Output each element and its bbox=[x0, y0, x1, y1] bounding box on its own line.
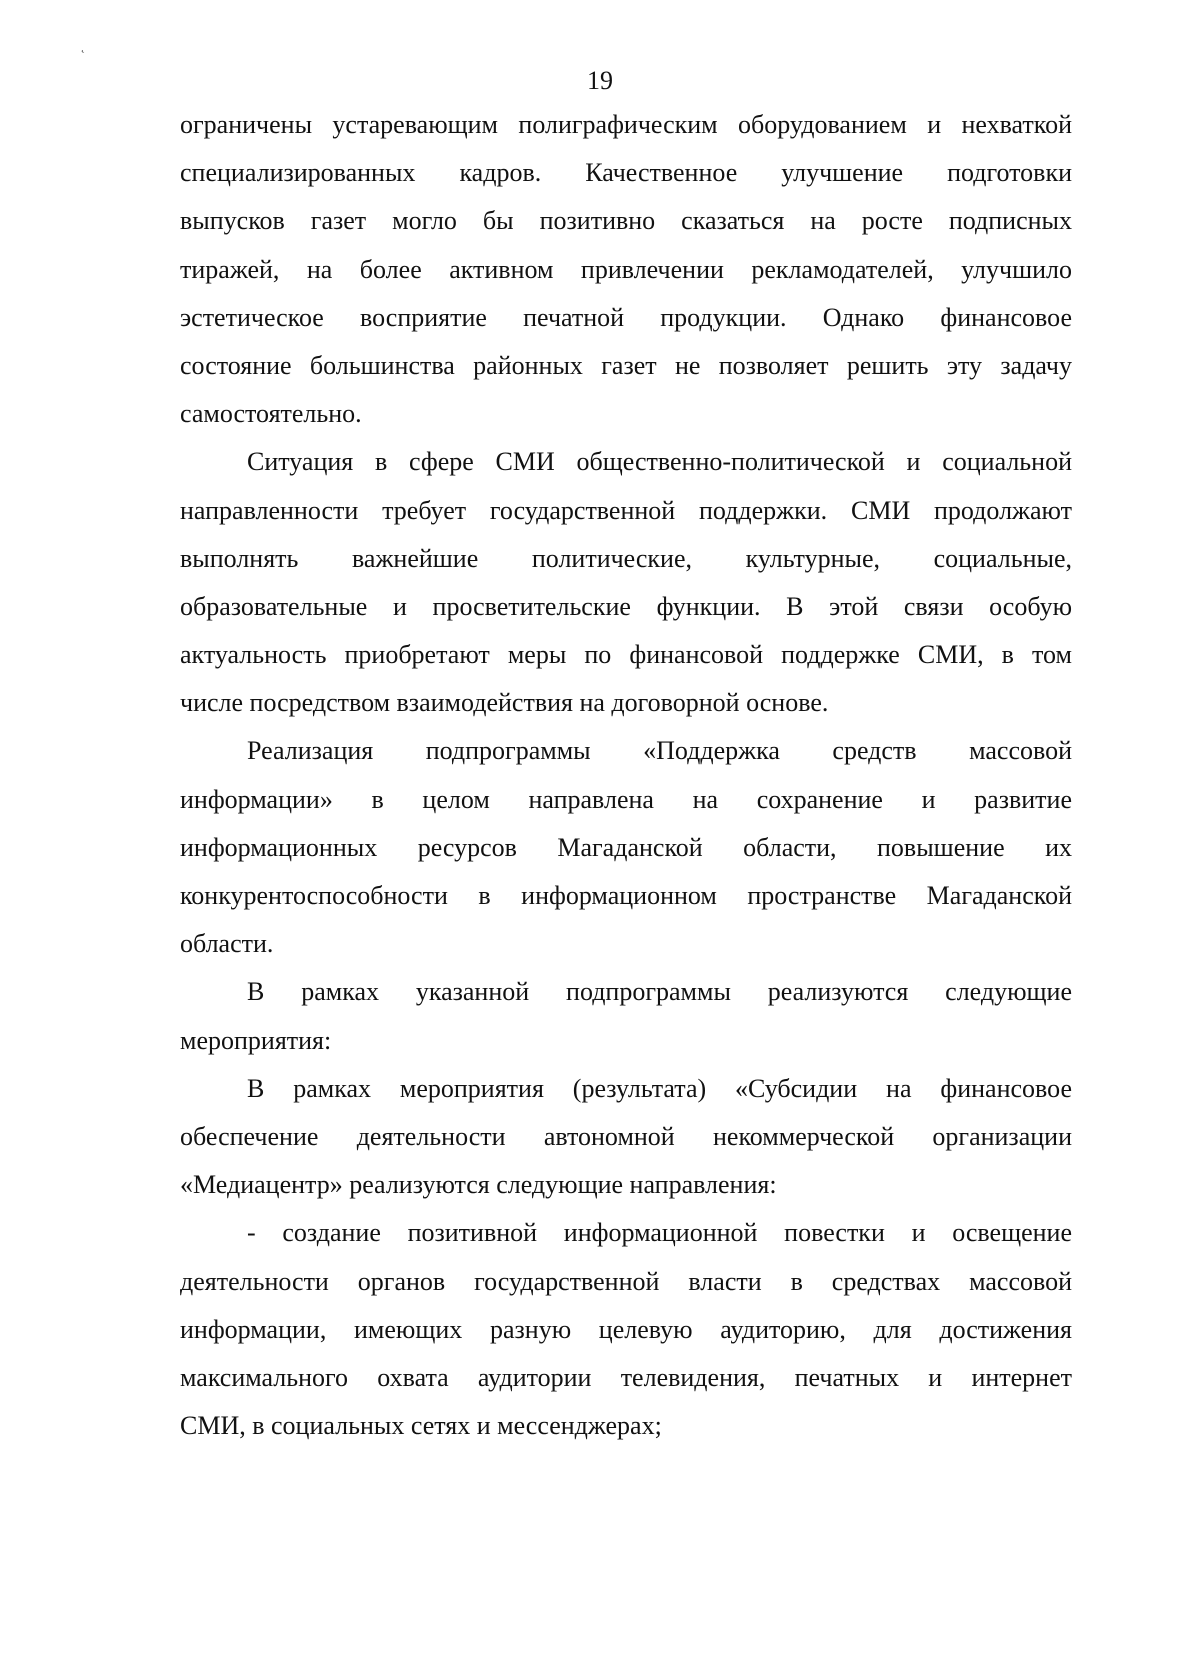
text-line: самостоятельно. bbox=[180, 399, 362, 429]
text-line: специализированных кадров. Качественное улучшение подготовки bbox=[180, 158, 1072, 188]
text-line: В рамках мероприятия (результата) «Субсидии на финансовое bbox=[247, 1073, 1072, 1103]
text-line: информационных ресурсов Магаданской области, повышение их bbox=[180, 832, 1072, 862]
text-line: - создание позитивной информационной повестки и освещение bbox=[247, 1218, 1072, 1248]
text-line: мероприятия: bbox=[180, 1025, 332, 1055]
text-line: конкурентоспособности в информационном пространстве Магаданской bbox=[180, 881, 1072, 910]
text-line: выполнять важнейшие политические, культурные, социальные, bbox=[180, 543, 1072, 573]
text-line: «Медиацентр» реализуются следующие направления: bbox=[180, 1170, 777, 1200]
text-line: обеспечение деятельности автономной некоммерческой организации bbox=[180, 1121, 1072, 1151]
text-line: области. bbox=[180, 929, 274, 959]
text-line: деятельности органов государственной власти в средствах массовой bbox=[180, 1266, 1072, 1296]
document-body bbox=[180, 101, 1072, 1450]
text-line: тиражей, на более активном привлечении рекламодателей, улучшило bbox=[180, 254, 1072, 284]
text-line: Ситуация в сфере СМИ общественно-политической и социальной bbox=[247, 447, 1072, 477]
text-line: максимального охвата аудитории телевидения, печатных и интернет bbox=[180, 1362, 1072, 1392]
text-line: состояние большинства районных газет не позволяет решить эту задачу bbox=[180, 350, 1072, 380]
text-line: числе посредством взаимодействия на договорной основе. bbox=[180, 688, 829, 718]
text-line: образовательные и просветительские функции. В этой связи особую bbox=[180, 591, 1072, 621]
text-line: СМИ, в социальных сетях и мессенджерах; bbox=[180, 1411, 662, 1441]
page-number: 19 bbox=[587, 66, 613, 95]
text-line: информации» в целом направлена на сохранение и развитие bbox=[180, 784, 1072, 814]
text-line: Реализация подпрограммы «Поддержка средств массовой bbox=[247, 736, 1072, 766]
text-line: выпусков газет могло бы позитивно сказаться на росте подписных bbox=[180, 206, 1072, 236]
text-line: В рамках указанной подпрограммы реализуются следующие bbox=[247, 977, 1072, 1007]
scan-corner-mark: ˛ bbox=[81, 39, 85, 53]
text-line: эстетическое восприятие печатной продукции. Однако финансовое bbox=[180, 302, 1072, 332]
text-line: информации, имеющих разную целевую аудиторию, для достижения bbox=[180, 1314, 1072, 1344]
text-line: ограничены устаревающим полиграфическим оборудованием и нехваткой bbox=[180, 110, 1072, 139]
text-line: актуальность приобретают меры по финансовой поддержке СМИ, в том bbox=[180, 640, 1072, 670]
text-line: направленности требует государственной поддержки. СМИ продолжают bbox=[180, 495, 1072, 525]
